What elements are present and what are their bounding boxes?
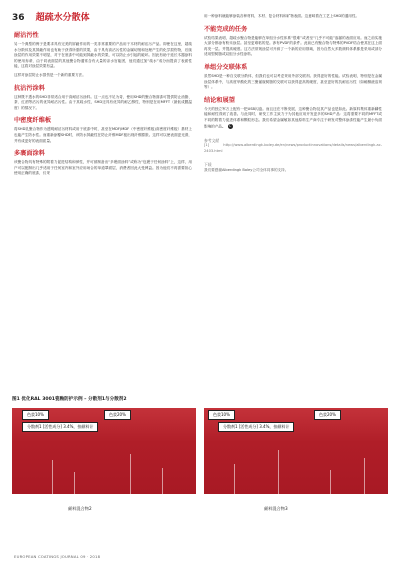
paragraph: 该聚合物具有特殊的附着力促进结构和弹性，并可被制备出“多裹面涂料”或称为“包裹于任何涂料”上，这样，用户可以配制出几乎适用于任何室内和室外应用场合的单道罩面层，消费者因此大受裨益。因为他们不再需要担心使用正确的底漆，仅采	[14, 160, 192, 176]
paragraph	[204, 107, 382, 130]
left-column	[14, 32, 192, 180]
download-heading: 下载	[204, 162, 212, 168]
end-mark-icon: C	[228, 123, 232, 128]
paint-sample-right	[204, 408, 388, 494]
heading-multi-surface-coating: 多裹面涂料	[14, 150, 45, 158]
label-pigment-20: 色浆20%	[314, 410, 341, 420]
heading-impossible-task: 不能完成的任务	[204, 25, 248, 33]
paragraph: 用一种涂料就能够涂装各种材料，木材、复合材料和矿物表面。这意味着在工艺上SHD的通用性。	[204, 14, 360, 18]
heading-anti-stain-coating: 抗沾污涂料	[14, 84, 45, 92]
acknowledgement: 我们要感谢Alberdingk Boley公司全体同事的支持。	[204, 168, 289, 172]
sag-streak	[330, 470, 331, 494]
sag-streak	[130, 454, 131, 494]
sag-streak	[52, 460, 53, 494]
sag-streak	[74, 472, 75, 494]
section-title: 超疏水分散体	[35, 13, 90, 23]
figure	[12, 396, 388, 511]
footer: EUROPEAN COATINGS JOURNAL 09 · 2018	[14, 554, 101, 559]
paragraph: 将SHD乳聚合物作为透明耐沾污材料或用于底漆中时，甚至在MDF(MDF（中密度纤维板)高密度纤维板）基材上也能产生防水性。而重新涂覆SHD时，该防水屏蔽性在防止纤维MDF板出现纤维膨胀。这样可以使表面更光滑，并有成更好的表面质量。	[14, 127, 192, 143]
heading-mdf: 中密度纤维板	[14, 117, 52, 125]
paragraph: 这样对涂层防止水损伤是一个新的重要方法。	[14, 72, 86, 77]
conclusion-text: 今天的独立军万上配有一把USB闪盘。而且还在不断发展，这种聚合物及其产品也是如此。新原料集体重新翻性能和耐性得到了改善。与此同时，研发工作主致力于为其他应用开发更多的SHD产品：这将需要不同的MFFT或不同的附着力促进体系和颗粒形态。我们希望金属敏如其他原料生产商专注于研发对整体涂漆性能产生最小负面影响的产品。	[204, 106, 382, 129]
panel-label-left: 颜料混合物2	[68, 506, 92, 511]
label-pigment-20: 色浆20%	[104, 410, 131, 420]
sag-streak	[364, 458, 365, 494]
panel-label-right: 颜料混合物3	[264, 506, 288, 511]
paragraph: 这种既不透水的SHD非常适合用于高耐沾污涂料。这一点也不足为奇，使用SHD的聚合物面漆可提供防止油脂、茶、红酒等沾污的优异耐沾污性。由于其疏水性，SHD还具有优异的耐乙醇性，特别是在用MFFT（最低成膜温度）的情况下。	[14, 94, 192, 110]
heading-stain-resistance: 耐沾污性	[14, 32, 39, 39]
heading-conclusion: 结论和展望	[204, 96, 235, 104]
references-heading: 参考文献	[204, 137, 220, 143]
figure-panel-right	[204, 408, 388, 520]
figure-panel-left	[12, 408, 196, 520]
page-header	[12, 10, 90, 23]
paragraph: 试验结果表明，超疏水聚合物是能够在单组分水性体系“很难”或者至“几乎不可能”渗漏的表面应用。而之前实施大部分都涂有粉末涂层。甚至更难粘的是。涉有PVDF的条件。此前已有聚合物与特殊的PVDF结合使其在这上面再发一层。并提高硬度。这方法常规涂层可开辟了一个新的应用领域，因为自然大多数颜料体系都是采用或部分适用型树脂或双组分水性涂料。	[204, 35, 382, 57]
label-dispersant: 分散剂1 [活性成分] 3.4%，按颜料计	[22, 422, 98, 432]
paragraph: 虽然SHD是一种自交联分散体，但我们也可以考虑采用外部交联剂。获得更好的性能。试验表明，特别是在金属涂层体系中，与高度甲酸化的三聚氰胺树脂的交联可以获得更高的硬度，甚至更好的抗耐沾污性（如耐酮液溶剂等）。	[204, 73, 382, 90]
label-pigment-10: 色浆10%	[208, 410, 235, 420]
figure-caption: 图1 优化RAL 3001瓷釉防护示例 – 分散剂1与分散剂2	[12, 397, 127, 402]
label-pigment-10: 色浆10%	[22, 410, 49, 420]
sag-streak	[162, 468, 163, 494]
reference-link[interactable]: [1] http://www.alberdingk-boley.de/en/news/productinnovations/details/news/alberdingk-ac-2403.html	[204, 143, 382, 153]
right-column	[204, 14, 382, 177]
page-number: 36	[12, 13, 25, 23]
sag-streak	[278, 450, 279, 494]
paragraph: 另一个典型的例子是要求具有完美的屏蔽作用的一类非常重要的产品用于木材的耐沾污产品。即使在这里，超疏水分散体及其屏蔽作用也有助于获得所需的效果，由于具有高沾污性的金属切削和处理产生的化学损伤物，后续涂层的作用效果不明显，对于在底漆中可能到屏蔽水的效果，可以防止水引起的破坏。因此有助于延长木器涂料的使用寿命，由于同表面层的其他聚合物通常含有大量的亲水官能团，他们通过加“疏水”成分而提高了表面性能，这将对涂层效果有益。	[14, 42, 192, 69]
sag-streak	[234, 464, 235, 494]
paint-sample-left	[12, 408, 196, 494]
heading-one-component-crosslinking: 单组分交联体系	[204, 63, 248, 71]
label-dispersant: 分散剂1 [活性成分] 3.4%，按颜料计	[218, 422, 294, 432]
